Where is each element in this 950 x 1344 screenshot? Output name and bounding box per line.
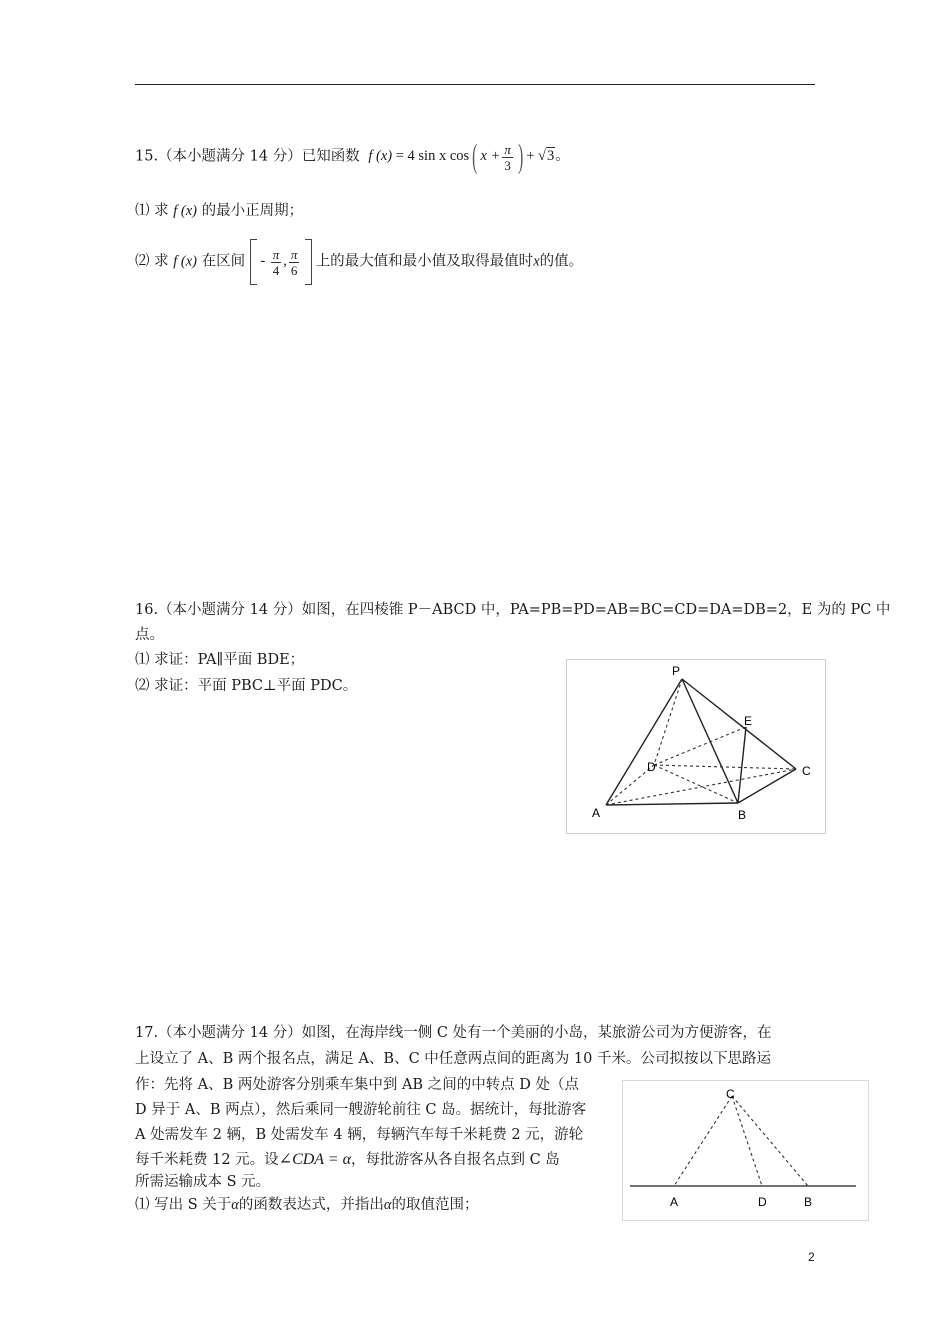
interval-minus: - [260,253,266,270]
interval-left-bracket [250,239,257,285]
header-rule [135,84,815,85]
q15-statement [135,140,570,174]
q17-line6 [135,1150,560,1170]
label-C: C [726,1087,735,1101]
q15-part1 [135,201,303,221]
pi-over-4-fraction [271,247,282,278]
fraction-denominator: 4 [272,262,280,278]
q15-p1-suffix: 的最小正周期； [201,203,304,219]
q17-part1 [135,1195,479,1215]
label-D: D [758,1195,767,1209]
q17-line2: 上设立了 A、B 两个报名点，满足 A、B、C 中任意两点间的距离为 10 千米。公司拟按以下思路运 [135,1051,771,1067]
fraction-numerator: π [290,246,298,262]
q15-p2-suffix: 上的最大值和最小值及取得最值时 [315,253,534,270]
fraction-denominator: 6 [290,262,298,278]
page-number: 2 [808,1250,815,1264]
label-D: D [647,760,656,774]
label-P: P [672,664,681,678]
q15-p1-prefix: ⑴ 求 [135,203,169,219]
alpha-symbol: α [231,1197,239,1213]
figure-frame [567,660,826,834]
q17-line4: D 异于 A、B 两点），然后乘同一艘游轮前往 C 岛。据统计，每批游客 [135,1102,587,1118]
q15-p2-fx: f (x) [173,253,197,270]
label-B: B [804,1195,813,1209]
formula-plus: + [526,148,535,165]
label-B: B [738,808,747,822]
formula-end: 。 [555,148,570,165]
label-A: A [592,806,601,820]
q15-header: 15.（本小题满分 14 分）已知函数 [135,148,360,165]
q17-p1-suffix: 的取值范围； [391,1197,479,1213]
interval-right-bracket [305,239,312,285]
q16-line1: 16.（本小题满分 14 分）如图，在四棱锥 P－ABCD 中，PA=PB=PD=AB=BC=CD=DA=DB=2，E 为的 PC 中 [135,602,891,618]
q15-formula [368,138,570,175]
q17-line5: A 处需发车 2 辆，B 处需发车 4 辆，每辆汽车每千米耗费 2 元，游轮 [135,1127,584,1143]
q15-p2-end: 的值。 [539,253,584,270]
pi-over-6-fraction [289,247,300,278]
alpha-symbol: α [383,1197,392,1213]
left-paren: ( [472,138,478,175]
fraction-numerator: π [504,141,511,157]
coastline-figure [622,1080,870,1226]
q15-part2 [135,239,583,285]
q16-line2: 点。 [135,627,164,643]
q15-p2-x: x [533,253,540,270]
pi-over-3-fraction [502,142,513,173]
q17-line1: 17.（本小题满分 14 分）如图，在海岸线一侧 C 处有一个美丽的小岛，某旅游公司为方便游客，在 [135,1025,772,1041]
formula-inner-x: x + [480,148,501,165]
q17-line6-prefix: 每千米耗费 12 元。设 [135,1152,279,1168]
interval [250,246,316,278]
label-C: C [802,764,811,778]
q15-p1-fx: f (x) [173,203,197,219]
q17-line3: 作：先将 A、B 两处游客分别乘车集中到 AB 之间的中转点 D 处（点 [135,1077,580,1093]
q17-p1-prefix: ⑴ 写出 S 关于 [135,1197,232,1213]
right-paren: ) [517,138,524,175]
pyramid-figure [566,659,826,839]
sqrt-radicand: 3 [546,148,555,165]
figure-frame [623,1081,869,1221]
q16-part2: ⑵ 求证：平面 PBC⊥平面 PDC。 [135,678,358,694]
sqrt-3 [538,147,555,164]
q16-part1: ⑴ 求证：PA∥平面 BDE； [135,652,305,668]
q17-line7: 所需运输成本 S 元。 [135,1174,271,1190]
q15-p2-prefix: ⑵ 求 [135,253,169,270]
q17-line6-suffix: ，每批游客从各自报名点到 C 岛 [350,1152,560,1168]
formula-lhs: f (x) [368,148,393,165]
fraction-denominator: 3 [504,157,511,173]
sqrt-symbol: √ [538,148,546,165]
label-A: A [670,1195,679,1209]
interval-comma: , [283,253,287,270]
q17-p1-mid: 的函数表达式，并指出 [238,1197,384,1213]
q15-p2-mid: 在区间 [201,253,246,270]
label-E: E [744,714,753,728]
fraction-numerator: π [272,246,280,262]
angle-cda-alpha: ∠CDA = α [278,1151,351,1168]
formula-eq: = 4 sin x cos [392,148,470,165]
